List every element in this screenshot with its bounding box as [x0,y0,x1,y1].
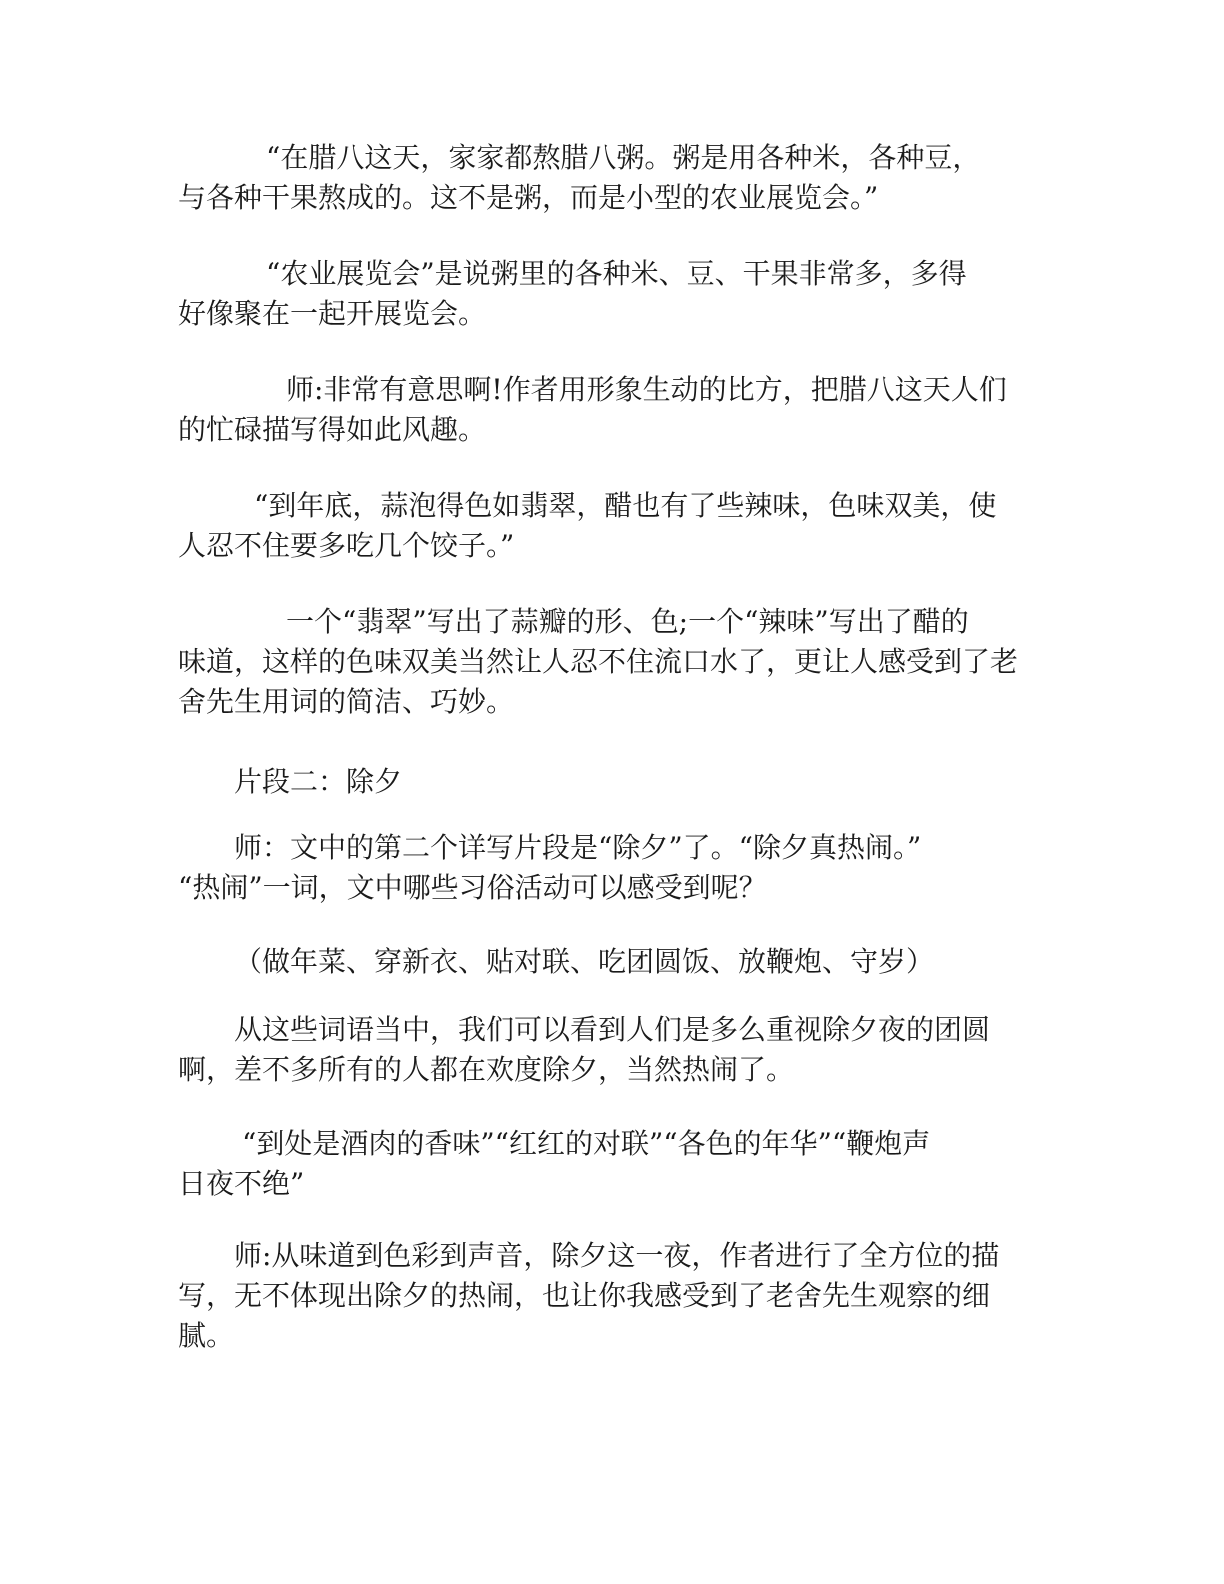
text-line: 与各种干果熬成的。这不是粥，而是小型的农业展览会。” [178,181,879,214]
paragraph-labaxzhou-quote [178,138,1038,218]
text-line: “农业展览会”是说粥里的各种米、豆、干果非常多，多得 [266,257,967,290]
text-line: 人忍不住要多吃几个饺子。” [178,529,515,562]
text-line: “热闹”一词，文中哪些习俗活动可以感受到呢？ [178,871,767,904]
text-line: 腻。 [178,1319,235,1352]
paragraph-jade-analysis [178,602,1038,722]
text-line: 一个“翡翠”写出了蒜瓣的形、色;一个“辣味”写出了醋的 [286,605,969,638]
section-heading-chuxi [178,762,1038,802]
text-line: 师:非常有意思啊!作者用形象生动的比方，把腊八这天人们 [286,373,1007,406]
text-line: “在腊八这天，家家都熬腊八粥。粥是用各种米，各种豆， [266,141,981,174]
paragraph-teacher-question [178,828,1038,908]
text-line: “到年底，蒜泡得色如翡翠，醋也有了些辣味，色味双美，使 [254,489,997,522]
paragraph-festive-quotes [178,1124,1038,1204]
text-line: 师：文中的第二个详写片段是“除夕”了。“除夕真热闹。” [234,831,922,864]
paragraph-teacher-comment-1 [178,370,1038,450]
paragraph-reunion-comment [178,1010,1038,1090]
text-line: 师:从味道到色彩到声音，除夕这一夜，作者进行了全方位的描 [234,1239,1000,1272]
text-line: 舍先生用词的简洁、巧妙。 [178,685,515,718]
paragraph-exhibition-explanation [178,254,1038,334]
paragraph-customs-list [178,942,1038,982]
text-line: 写，无不体现出除夕的热闹，也让你我感受到了老舍先生观察的细 [178,1279,991,1312]
text-line: 味道，这样的色味双美当然让人忍不住流口水了，更让人感受到了老 [178,645,1019,678]
paragraph-teacher-comment-2 [178,1236,1038,1356]
text-line: 片段二：除夕 [234,765,403,798]
paragraph-garlic-quote [178,486,1038,566]
text-line: “到处是酒肉的香味”“红红的对联”“各色的年华”“鞭炮声 [242,1127,931,1160]
text-line: （做年菜、穿新衣、贴对联、吃团圆饭、放鞭炮、守岁） [234,945,935,978]
text-line: 从这些词语当中，我们可以看到人们是多么重视除夕夜的团圆 [234,1013,991,1046]
text-line: 好像聚在一起开展览会。 [178,297,487,330]
text-line: 啊，差不多所有的人都在欢度除夕，当然热闹了。 [178,1053,795,1086]
text-line: 日夜不绝” [178,1167,305,1200]
text-line: 的忙碌描写得如此风趣。 [178,413,487,446]
